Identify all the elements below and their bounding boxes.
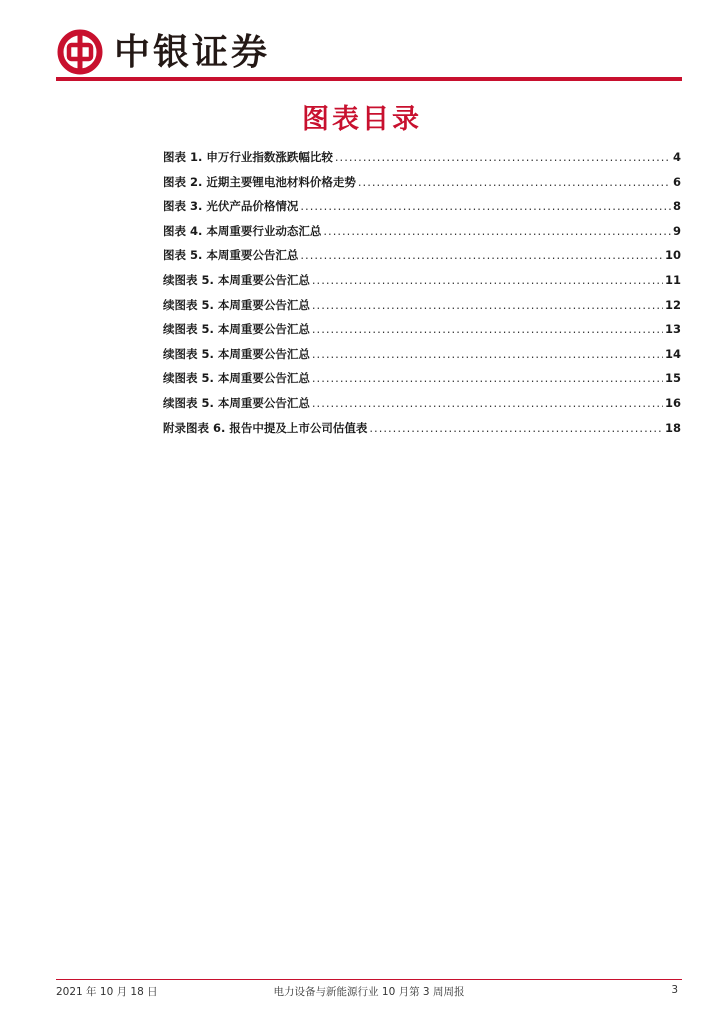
toc-entry[interactable] xyxy=(163,223,681,248)
toc-entry[interactable] xyxy=(163,420,681,445)
toc-entry-label: 续图表 5. 本周重要公告汇总 xyxy=(163,395,310,410)
toc-dot-leader xyxy=(312,371,663,385)
toc-entry-page: 13 xyxy=(664,322,681,337)
toc-list xyxy=(163,149,681,444)
header-divider xyxy=(56,77,682,81)
toc-dot-leader xyxy=(312,347,663,361)
toc-entry-page: 6 xyxy=(672,174,681,189)
toc-dot-leader xyxy=(335,150,671,164)
toc-entry-label: 附录图表 6. 报告中提及上市公司估值表 xyxy=(163,420,368,435)
toc-dot-leader xyxy=(358,175,671,189)
footer-divider xyxy=(56,979,682,980)
toc-entry-label: 图表 3. 光伏产品价格情况 xyxy=(163,199,299,214)
toc-entry-page: 11 xyxy=(664,272,681,287)
toc-entry-page: 14 xyxy=(664,346,681,361)
page-title: 图表目录 xyxy=(302,104,422,135)
toc-entry-page: 8 xyxy=(672,199,681,214)
toc-entry[interactable] xyxy=(163,346,681,371)
bank-of-china-logo-icon xyxy=(56,28,104,76)
toc-entry-label: 续图表 5. 本周重要公告汇总 xyxy=(163,346,310,361)
toc-entry[interactable] xyxy=(163,321,681,346)
toc-entry-label: 图表 2. 近期主要锂电池材料价格走势 xyxy=(163,174,356,189)
toc-entry-label: 续图表 5. 本周重要公告汇总 xyxy=(163,272,310,287)
toc-dot-leader xyxy=(312,396,663,410)
toc-dot-leader xyxy=(300,248,663,262)
toc-entry-label: 图表 4. 本周重要行业动态汇总 xyxy=(163,223,322,238)
toc-entry-page: 15 xyxy=(664,371,681,386)
toc-dot-leader xyxy=(300,199,671,213)
toc-entry-page: 12 xyxy=(664,297,681,312)
brand-name: 中银证券 xyxy=(114,31,271,73)
toc-entry-page: 4 xyxy=(672,150,681,164)
toc-entry-label: 续图表 5. 本周重要公告汇总 xyxy=(163,371,310,386)
footer-date: 2021 年 10 月 18 日 xyxy=(56,986,158,998)
footer-report-title: 电力设备与新能源行业 10 月第 3 周周报 xyxy=(273,986,465,998)
page-footer xyxy=(56,984,682,1000)
toc-entry-label: 图表 1. 申万行业指数涨跌幅比较 xyxy=(163,150,333,164)
page-header xyxy=(56,26,682,78)
toc-entry-page: 18 xyxy=(664,420,681,435)
toc-dot-leader xyxy=(312,298,663,312)
toc-entry[interactable] xyxy=(163,297,681,322)
toc-entry[interactable] xyxy=(163,370,681,395)
toc-entry[interactable] xyxy=(163,198,681,223)
toc-dot-leader xyxy=(369,421,663,435)
toc-dot-leader xyxy=(312,322,663,336)
toc-dot-leader xyxy=(312,273,663,287)
toc-entry-label: 续图表 5. 本周重要公告汇总 xyxy=(163,322,310,337)
toc-entry-label: 图表 5. 本周重要公告汇总 xyxy=(163,248,299,263)
toc-entry-page: 9 xyxy=(672,223,681,238)
toc-entry[interactable] xyxy=(163,149,681,174)
toc-entry[interactable] xyxy=(163,174,681,199)
toc-dot-leader xyxy=(323,224,671,238)
toc-entry-page: 16 xyxy=(664,395,681,410)
toc-entry[interactable] xyxy=(163,272,681,297)
toc-entry-page: 10 xyxy=(664,248,681,263)
footer-page-number: 3 xyxy=(671,984,678,996)
toc-entry-label: 续图表 5. 本周重要公告汇总 xyxy=(163,297,310,312)
toc-entry[interactable] xyxy=(163,395,681,420)
toc-entry[interactable] xyxy=(163,247,681,272)
